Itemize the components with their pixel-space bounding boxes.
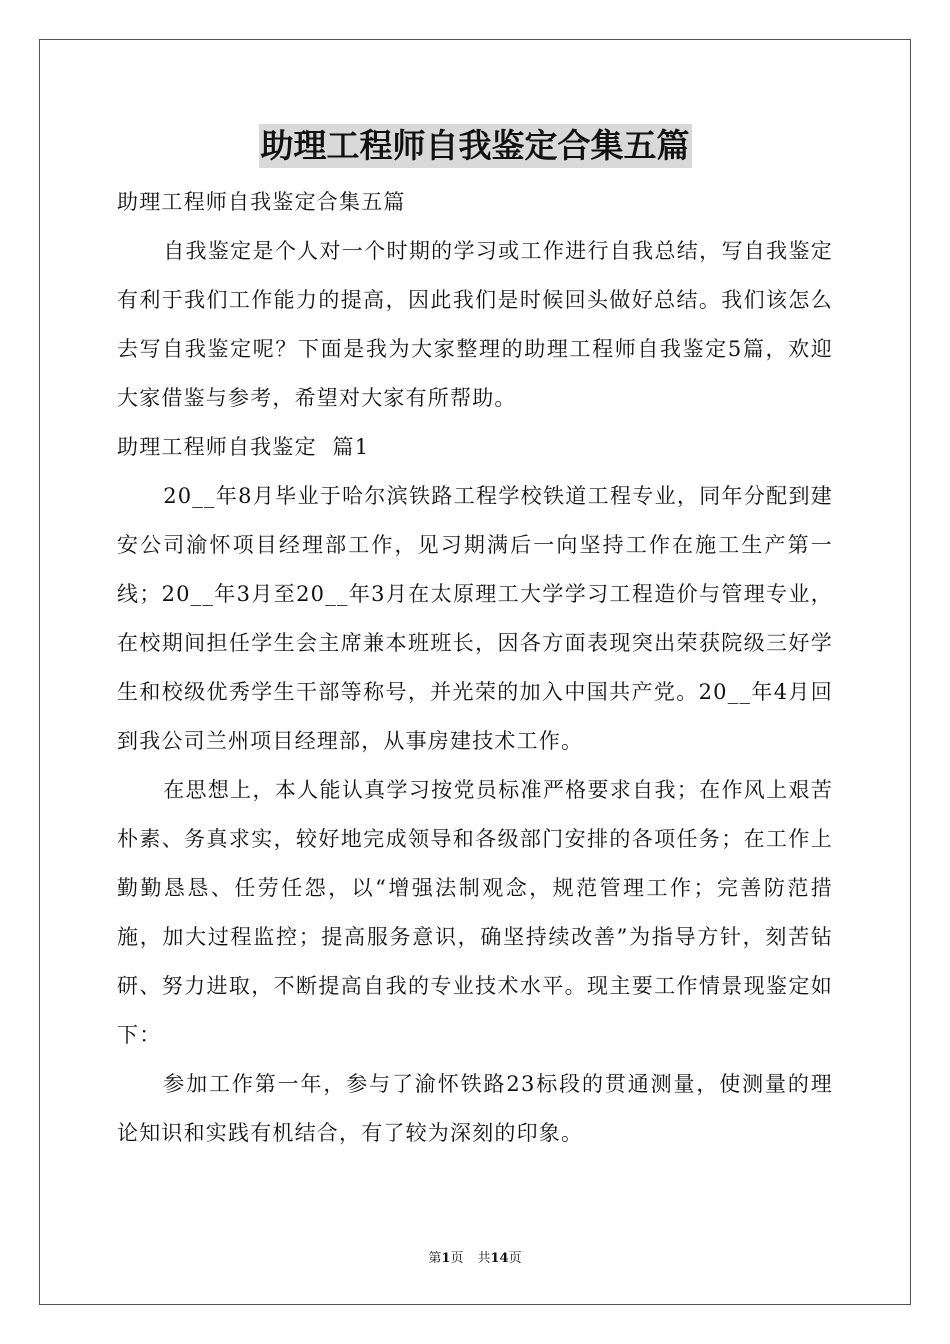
body-paragraph: 参加工作第一年，参与了渝怀铁路23标段的贯通测量，使测量的理论知识和实践有机结合，有了较为深刻的印象。 — [117, 1072, 833, 1145]
document-title: 助理工程师自我鉴定合集五篇 — [259, 124, 692, 168]
body-paragraph: 20__年8月毕业于哈尔滨铁路工程学校铁道工程专业，同年分配到建安公司渝怀项目经理部工作，见习期满后一向坚持工作在施工生产第一线；20__年3月至20__年3月在太原理工大学学习工程造价与管理专业，在校期间担任学生会主席兼本班班长，因各方面表现突出荣获院级三好学生和校级优秀学生干部等称号，并光荣的加入中国共产党。20__年4月回到我公司兰州项目经理部，从事房建技术工作。 — [117, 484, 833, 753]
total-prefix: 共 — [477, 1251, 491, 1266]
page-number: 1 — [441, 1251, 451, 1266]
page-suffix: 页 — [450, 1251, 464, 1266]
document-body — [117, 178, 833, 1158]
section-heading: 助理工程师自我鉴定 篇1 — [117, 435, 370, 459]
page-prefix: 第 — [428, 1251, 442, 1266]
total-suffix: 页 — [508, 1251, 522, 1266]
page-footer — [0, 1250, 950, 1268]
subtitle: 助理工程师自我鉴定合集五篇 — [117, 190, 406, 214]
body-paragraph: 在思想上，本人能认真学习按党员标准严格要求自我；在作风上艰苦朴素、务真求实，较好地完成领导和各级部门安排的各项任务；在工作上勤勤恳恳、任劳任怨，以“增强法制观念，规范管理工作；完善防范措施，加大过程监控；提高服务意识，确坚持续改善”为指导方针，刻苦钻研、努力进取，不断提高自我的专业技术水平。现主要工作情景现鉴定如下： — [117, 778, 833, 1047]
intro-paragraph: 自我鉴定是个人对一个时期的学习或工作进行自我总结，写自我鉴定有利于我们工作能力的提高，因此我们是时候回头做好总结。我们该怎么去写自我鉴定呢？下面是我为大家整理的助理工程师自我鉴定5篇，欢迎大家借鉴与参考，希望对大家有所帮助。 — [117, 239, 833, 410]
title-wrap — [0, 124, 950, 168]
total-pages: 14 — [490, 1251, 509, 1266]
